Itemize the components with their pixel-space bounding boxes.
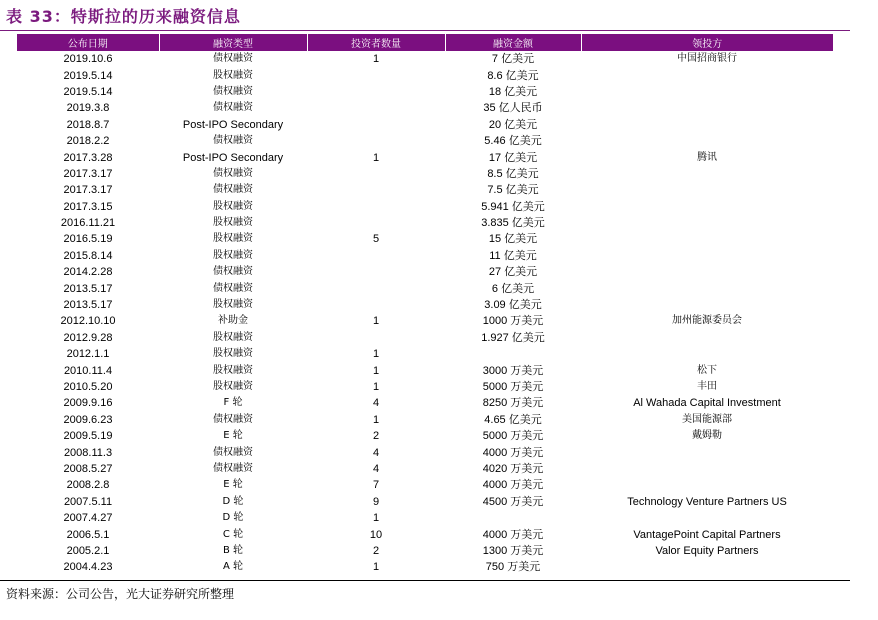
table-row	[17, 149, 833, 165]
cell-count	[307, 215, 445, 231]
cell-lead: Al Wahada Capital Investment	[633, 397, 781, 410]
cell-amount: 11 亿美元	[489, 249, 537, 262]
cell-lead: 丰田	[697, 381, 717, 392]
cell-amount: 4.65 亿美元	[484, 413, 542, 426]
table-row	[17, 51, 833, 67]
table-row	[17, 133, 833, 149]
cell-date: 2017.3.17	[63, 184, 113, 197]
table-row	[17, 264, 833, 280]
cell-lead: 美国能源部	[682, 413, 732, 425]
cell-count: 1	[372, 151, 380, 164]
cell-date: 2004.4.23	[63, 561, 113, 574]
cell-lead: VantagePoint Capital Partners	[633, 528, 781, 541]
cell-count: 4	[372, 462, 380, 475]
cell-count: 4	[372, 397, 380, 410]
cell-amount: 8.6 亿美元	[487, 69, 539, 82]
table-row	[17, 412, 833, 428]
cell-lead	[581, 67, 833, 83]
cell-date: 2010.11.4	[63, 364, 113, 377]
cell-type: B 轮	[222, 544, 244, 556]
cell-count	[307, 330, 445, 346]
source-note: 资料来源：公司公告，光大证券研究所整理	[6, 587, 235, 601]
cell-date: 2007.5.11	[63, 495, 113, 508]
table-row	[17, 346, 833, 362]
table-row	[17, 100, 833, 116]
cell-type: 债权融资	[213, 266, 253, 278]
cell-amount: 4500 万美元	[482, 495, 544, 508]
cell-type: 股权融资	[213, 348, 253, 360]
cell-type: 股权融资	[213, 381, 253, 392]
cell-amount: 4000 万美元	[482, 446, 544, 459]
cell-type: 股权融资	[213, 249, 253, 261]
cell-amount: 4020 万美元	[482, 462, 544, 475]
cell-amount: 4000 万美元	[482, 528, 544, 541]
cell-count: 5	[372, 233, 380, 246]
cell-lead	[581, 297, 833, 313]
table-row	[17, 543, 833, 559]
cell-type: 债权融资	[213, 167, 253, 179]
cell-count	[307, 199, 445, 215]
cell-date: 2013.5.17	[63, 299, 113, 312]
cell-lead	[581, 444, 833, 460]
cell-count	[307, 297, 445, 313]
cell-count: 7	[372, 479, 380, 492]
table-row	[17, 428, 833, 444]
table-row	[17, 231, 833, 247]
cell-count	[307, 182, 445, 198]
cell-count	[307, 166, 445, 182]
cell-amount: 8250 万美元	[482, 397, 544, 410]
cell-type: 债权融资	[213, 462, 253, 474]
cell-date: 2009.6.23	[63, 413, 113, 426]
cell-date: 2005.2.1	[66, 544, 110, 557]
table-row	[17, 444, 833, 460]
cell-count	[307, 280, 445, 296]
table-row	[17, 395, 833, 411]
cell-lead: Technology Venture Partners US	[627, 495, 787, 508]
cell-date: 2008.5.27	[63, 462, 113, 475]
cell-count: 1	[372, 381, 380, 393]
cell-date: 2016.11.21	[60, 217, 116, 230]
cell-count: 2	[372, 544, 380, 557]
cell-count	[307, 84, 445, 100]
table-row	[17, 477, 833, 493]
cell-count	[307, 67, 445, 83]
table-row	[17, 362, 833, 378]
table-row	[17, 182, 833, 198]
cell-count: 9	[372, 495, 380, 508]
cell-date: 2010.5.20	[63, 381, 113, 393]
cell-type: 债权融资	[213, 413, 253, 425]
cell-date: 2019.10.6	[63, 53, 113, 66]
cell-count: 1	[372, 364, 380, 377]
cell-amount	[445, 510, 581, 526]
cell-type: D 轮	[222, 495, 244, 507]
cell-date: 2006.5.1	[66, 528, 110, 541]
cell-type: A 轮	[222, 561, 244, 573]
cell-type: Post-IPO Secondary	[182, 151, 284, 164]
cell-amount: 5000 万美元	[482, 430, 544, 443]
table-row	[17, 379, 833, 395]
table-header-row	[17, 34, 833, 51]
cell-date: 2015.8.14	[63, 249, 113, 262]
title-divider	[0, 30, 850, 31]
cell-date: 2017.3.17	[63, 167, 113, 180]
cell-type: D 轮	[222, 512, 244, 524]
cell-type: 债权融资	[213, 53, 253, 65]
cell-lead	[581, 248, 833, 264]
cell-count	[307, 117, 445, 133]
table-row	[17, 199, 833, 215]
cell-type: 股权融资	[213, 233, 253, 245]
cell-lead	[581, 100, 833, 116]
cell-amount: 3.835 亿美元	[481, 217, 545, 230]
cell-lead	[581, 330, 833, 346]
cell-type: 股权融资	[213, 364, 253, 376]
cell-count: 1	[372, 53, 380, 66]
cell-count: 1	[372, 512, 380, 525]
cell-type: 债权融资	[213, 184, 253, 196]
cell-count	[307, 133, 445, 149]
cell-lead	[581, 231, 833, 247]
cell-amount: 5000 万美元	[482, 381, 544, 393]
cell-lead	[581, 133, 833, 149]
cell-date: 2014.2.28	[63, 266, 113, 279]
cell-lead	[581, 280, 833, 296]
cell-count	[307, 100, 445, 116]
cell-lead: 加州能源委员会	[672, 315, 742, 327]
cell-type: 股权融资	[213, 69, 253, 81]
cell-type: 债权融资	[213, 446, 253, 458]
cell-date: 2016.5.19	[63, 233, 113, 246]
cell-date: 2013.5.17	[63, 282, 113, 295]
cell-amount: 7 亿美元	[491, 53, 535, 66]
cell-type: 股权融资	[213, 217, 253, 229]
cell-type: E 轮	[223, 430, 243, 442]
table-row	[17, 510, 833, 526]
cell-lead	[581, 84, 833, 100]
cell-type: E 轮	[223, 479, 243, 491]
cell-type: 债权融资	[213, 282, 253, 294]
cell-amount: 1.927 亿美元	[481, 331, 545, 344]
cell-date: 2008.11.3	[63, 446, 113, 459]
financing-table	[17, 34, 833, 576]
table-row	[17, 313, 833, 329]
cell-lead	[581, 215, 833, 231]
cell-date: 2009.9.16	[63, 397, 113, 410]
cell-amount: 1000 万美元	[482, 315, 544, 328]
cell-type: 股权融资	[213, 200, 253, 212]
cell-count	[307, 264, 445, 280]
cell-amount: 3000 万美元	[482, 364, 544, 377]
table-row	[17, 84, 833, 100]
cell-date: 2017.3.28	[63, 151, 113, 164]
cell-type: 股权融资	[213, 331, 253, 343]
cell-lead: 腾讯	[697, 151, 717, 163]
cell-amount: 35 亿人民币	[483, 102, 543, 115]
cell-lead	[581, 510, 833, 526]
table-bottom-divider	[0, 580, 850, 581]
cell-date: 2018.8.7	[66, 118, 110, 131]
cell-amount: 15 亿美元	[488, 233, 538, 246]
cell-count: 1	[372, 315, 380, 328]
cell-amount: 3.09 亿美元	[484, 299, 542, 312]
header-date: 公布日期	[17, 34, 159, 51]
cell-lead: 戴姆勒	[692, 430, 722, 442]
cell-count: 1	[372, 413, 380, 426]
header-lead: 领投方	[581, 34, 833, 51]
header-amount: 融资金额	[445, 34, 581, 51]
cell-amount: 750 万美元	[485, 561, 541, 574]
cell-lead	[581, 117, 833, 133]
table-row	[17, 297, 833, 313]
cell-type: Post-IPO Secondary	[182, 118, 284, 131]
cell-date: 2009.5.19	[63, 430, 113, 443]
cell-date: 2018.2.2	[66, 135, 110, 148]
cell-type: 债权融资	[213, 85, 253, 97]
cell-date: 2019.3.8	[66, 102, 110, 115]
cell-amount: 1300 万美元	[482, 544, 544, 557]
cell-count: 1	[372, 561, 380, 574]
cell-lead	[581, 199, 833, 215]
cell-amount: 18 亿美元	[488, 85, 538, 98]
cell-lead	[581, 559, 833, 575]
cell-count: 1	[372, 348, 380, 361]
table-title: 表 33：特斯拉的历来融资信息	[6, 7, 241, 26]
header-type: 融资类型	[159, 34, 307, 51]
table-row	[17, 248, 833, 264]
table-row	[17, 330, 833, 346]
cell-type: 债权融资	[213, 102, 253, 114]
table-row	[17, 494, 833, 510]
cell-date: 2019.5.14	[63, 69, 113, 82]
cell-date: 2017.3.15	[63, 200, 113, 213]
cell-lead: 中国招商银行	[677, 53, 737, 65]
cell-lead	[581, 166, 833, 182]
table-row	[17, 117, 833, 133]
table-row	[17, 215, 833, 231]
cell-lead	[581, 461, 833, 477]
cell-lead	[581, 182, 833, 198]
cell-date: 2008.2.8	[66, 479, 110, 492]
cell-date: 2012.9.28	[63, 331, 113, 344]
cell-amount: 27 亿美元	[488, 266, 538, 279]
cell-type: F 轮	[223, 397, 243, 409]
cell-type: 补助金	[218, 315, 248, 327]
cell-lead: 松下	[697, 364, 717, 376]
cell-date: 2012.10.10	[60, 315, 116, 328]
table-row	[17, 559, 833, 575]
table-row	[17, 67, 833, 83]
cell-lead: Valor Equity Partners	[655, 544, 759, 557]
cell-lead	[581, 477, 833, 493]
cell-amount	[445, 346, 581, 362]
cell-amount: 5.46 亿美元	[484, 135, 542, 148]
cell-date: 2019.5.14	[63, 85, 113, 98]
cell-amount: 20 亿美元	[488, 118, 538, 131]
cell-date: 2012.1.1	[66, 348, 110, 361]
cell-count: 10	[369, 528, 383, 541]
cell-amount: 8.5 亿美元	[487, 167, 539, 180]
cell-amount: 7.5 亿美元	[487, 184, 539, 197]
cell-count: 4	[372, 446, 380, 459]
cell-amount: 17 亿美元	[488, 151, 538, 164]
header-count: 投资者数量	[307, 34, 445, 51]
cell-amount: 6 亿美元	[491, 282, 535, 295]
cell-lead	[581, 264, 833, 280]
cell-lead	[581, 346, 833, 362]
cell-type: 股权融资	[213, 299, 253, 311]
cell-amount: 4000 万美元	[482, 479, 544, 492]
cell-date: 2007.4.27	[63, 512, 113, 525]
cell-count: 2	[372, 430, 380, 443]
cell-amount: 5.941 亿美元	[481, 200, 545, 213]
cell-type: 债权融资	[213, 135, 253, 147]
cell-count	[307, 248, 445, 264]
table-row	[17, 461, 833, 477]
table-row	[17, 526, 833, 542]
table-row	[17, 166, 833, 182]
table-row	[17, 280, 833, 296]
cell-type: C 轮	[222, 528, 244, 540]
